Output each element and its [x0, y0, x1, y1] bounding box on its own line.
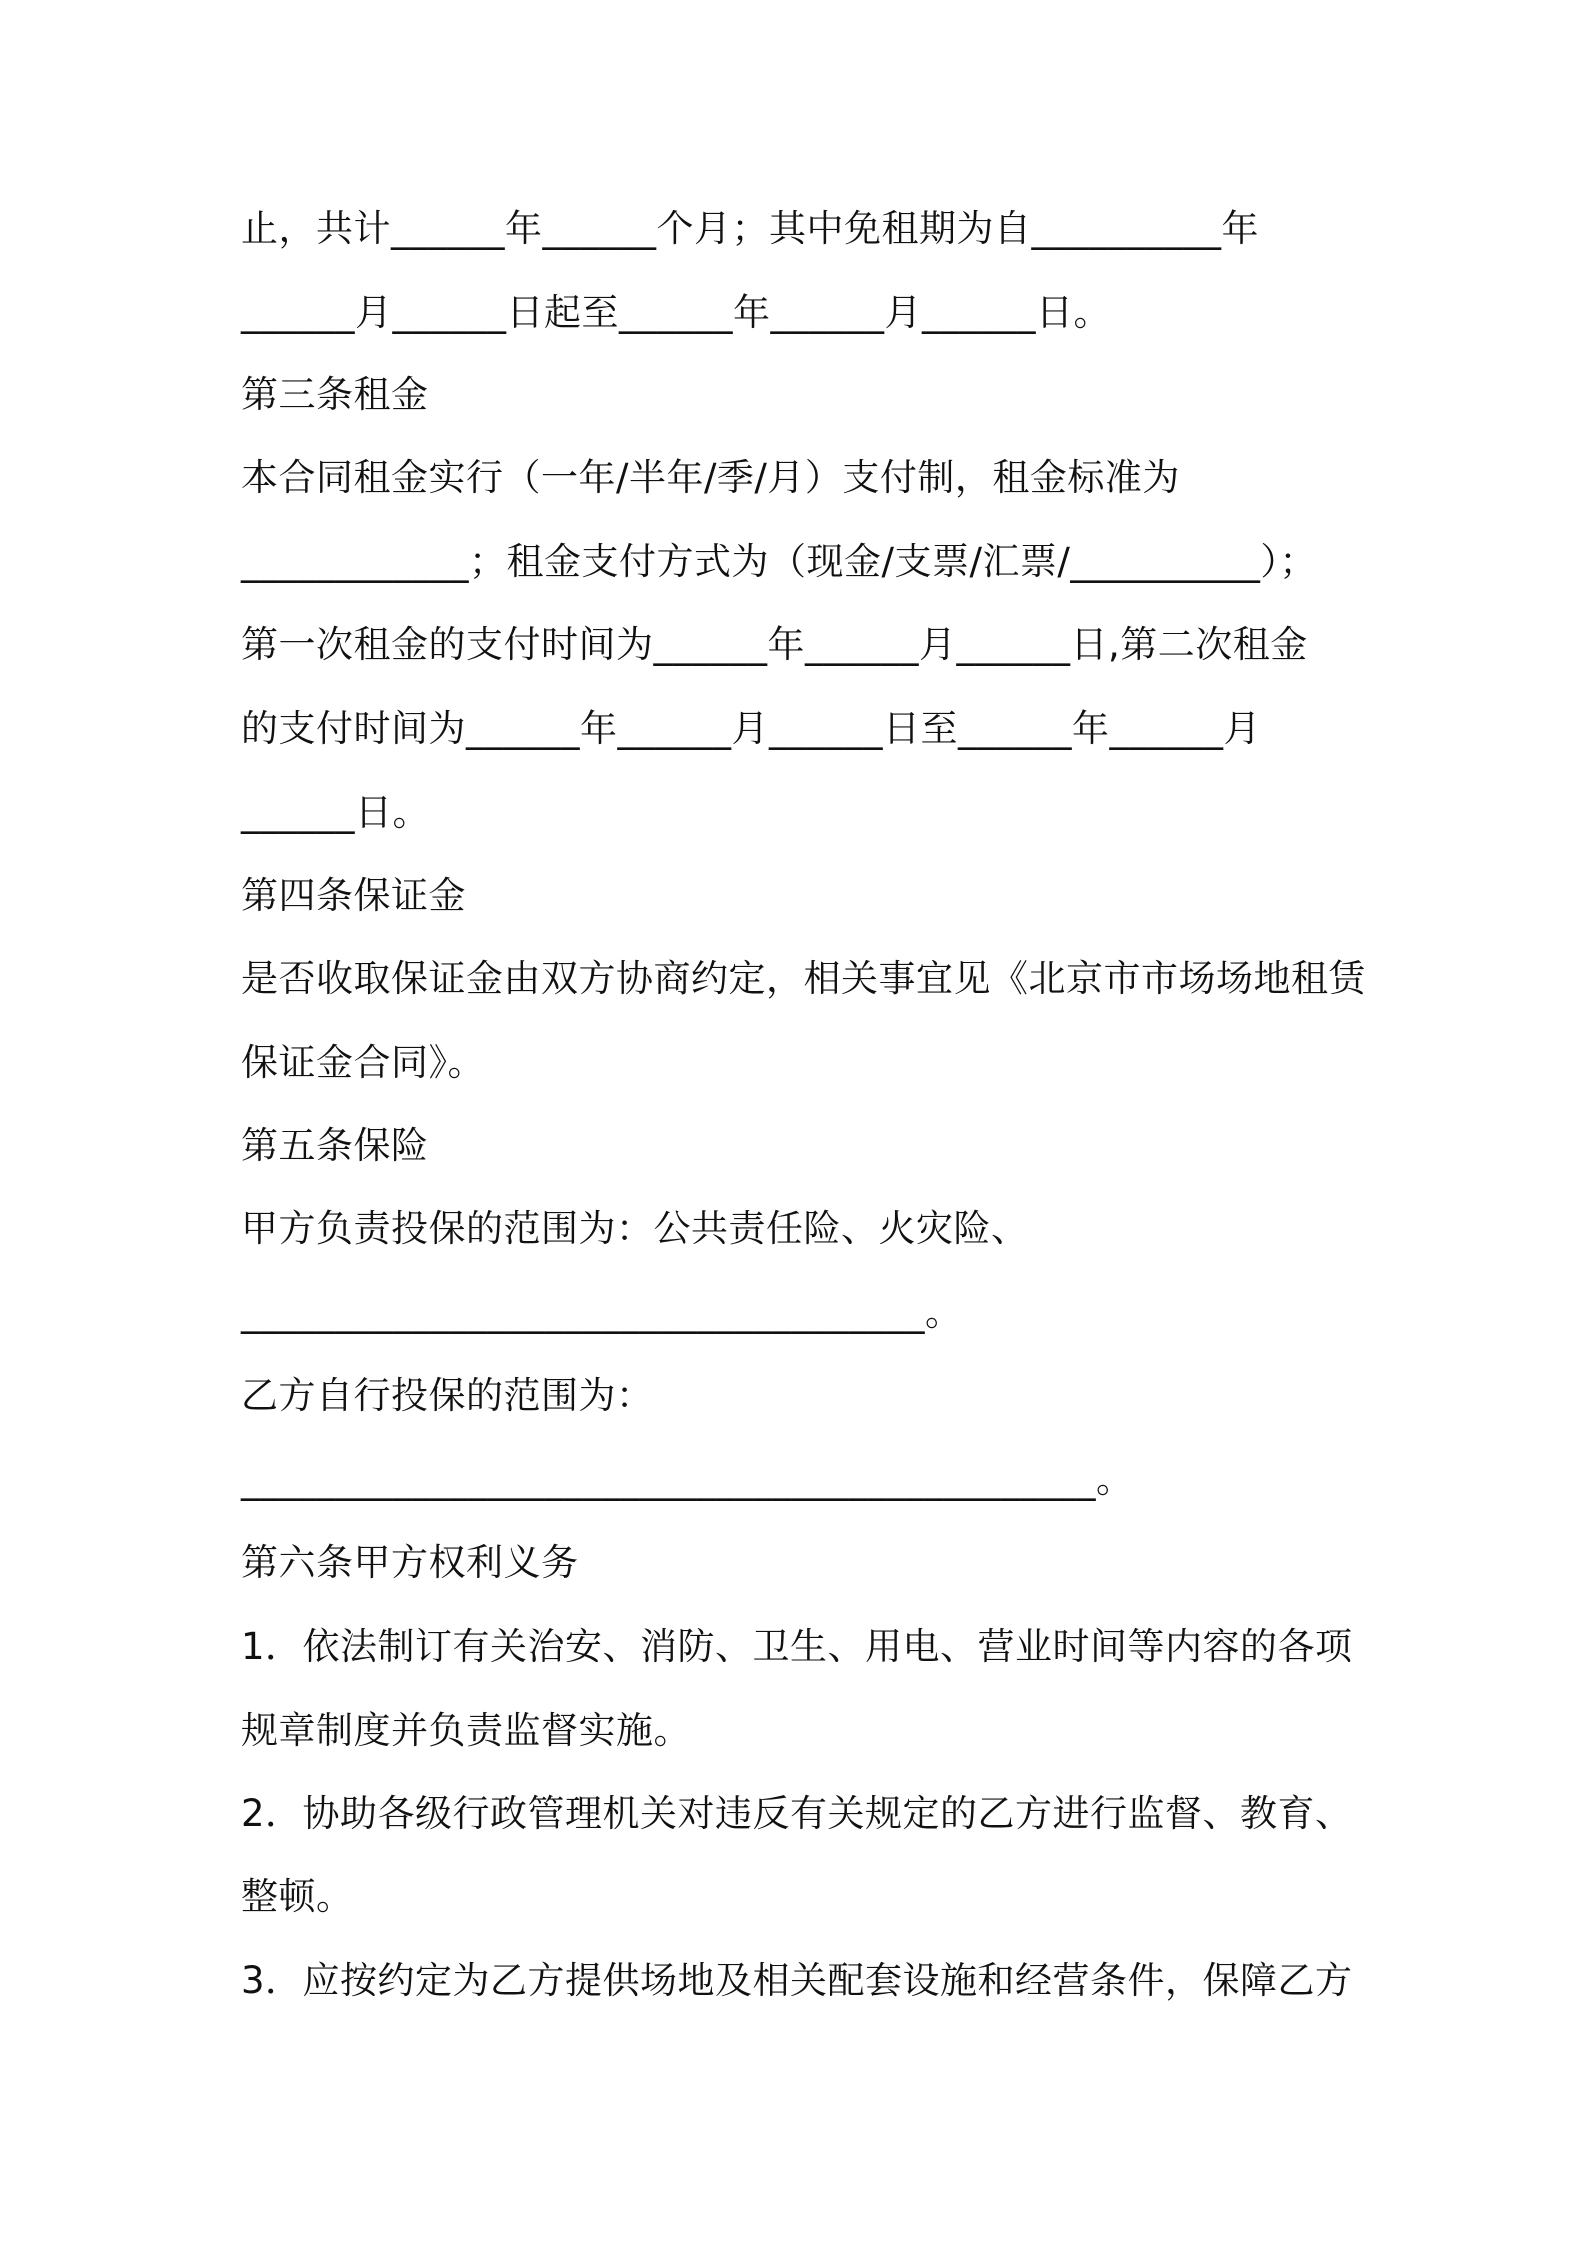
- clause-text-line: ______月______日起至______年______月______日。: [241, 291, 1111, 334]
- clause-text-line: ______日。: [241, 791, 430, 834]
- clause-text-line: 规章制度并负责监督实施。: [241, 1709, 691, 1752]
- section-heading-article-4: 第四条保证金: [241, 874, 466, 917]
- clause-text-line: 整顿。: [241, 1875, 354, 1918]
- clause-text-line: 的支付时间为______年______月______日至______年______月: [241, 707, 1261, 750]
- clause-text-line: 甲方负责投保的范围为：公共责任险、火灾险、: [241, 1207, 1029, 1250]
- clause-text-line: 止，共计______年______个月；其中免租期为自__________年: [241, 207, 1259, 250]
- blank-fill-line: _____________________________________________。: [241, 1458, 1134, 1501]
- clause-text-line: 第一次租金的支付时间为______年______月______日,第二次租金: [241, 623, 1308, 666]
- clause-text-line: 3．应按约定为乙方提供场地及相关配套设施和经营条件，保障乙方: [241, 1959, 1353, 2002]
- blank-fill-line: ____________________________________。: [241, 1291, 963, 1334]
- clause-text-line: 2．协助各级行政管理机关对违反有关规定的乙方进行监督、教育、: [241, 1792, 1353, 1835]
- clause-text-line: 乙方自行投保的范围为：: [241, 1374, 654, 1417]
- section-heading-article-3: 第三条租金: [241, 373, 429, 416]
- section-heading-article-5: 第五条保险: [241, 1124, 429, 1167]
- clause-text-line: 是否收取保证金由双方协商约定，相关事宜见《北京市市场场地租赁: [241, 957, 1366, 1000]
- clause-text-line: 1．依法制订有关治安、消防、卫生、用电、营业时间等内容的各项: [241, 1625, 1353, 1668]
- clause-text-line: ____________；租金支付方式为（现金/支票/汇票/__________）；: [241, 540, 1317, 583]
- clause-text-line: 保证金合同》。: [241, 1041, 485, 1084]
- clause-text-line: 本合同租金实行（一年/半年/季/月）支付制，租金标准为: [241, 456, 1180, 499]
- section-heading-article-6: 第六条甲方权利义务: [241, 1541, 579, 1584]
